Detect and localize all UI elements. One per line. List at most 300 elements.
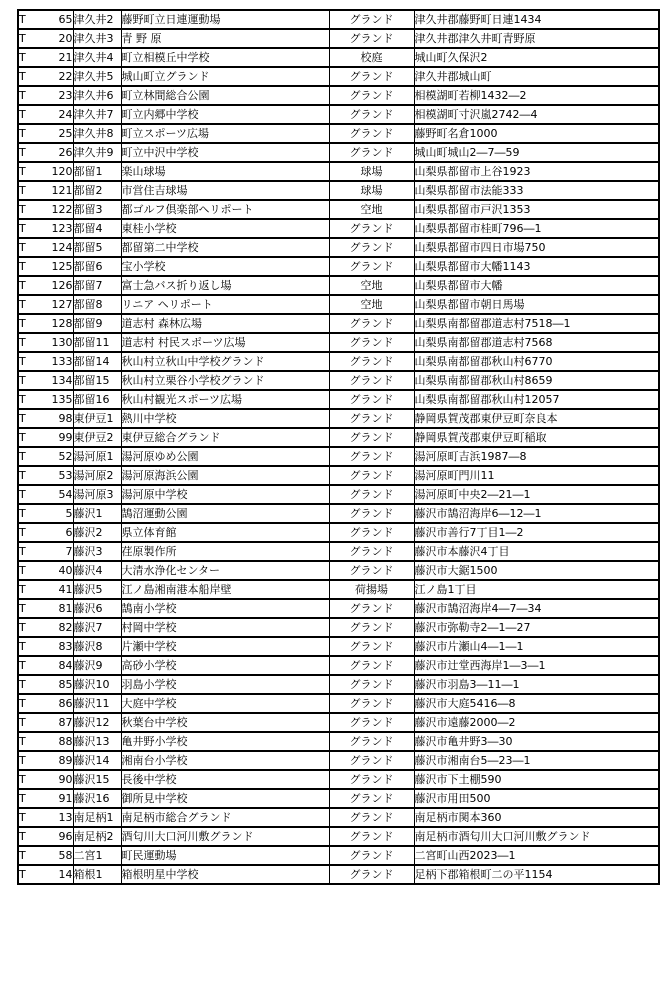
site-number: 86 [58,697,73,710]
cell-facility-name: 大庭中学校 [121,694,329,713]
cell-address: 山梨県都留市大幡 [414,276,659,295]
cell-type-code-and-number [18,352,73,371]
cell-type-code-and-number [18,67,73,86]
cell-area-code: 都留5 [73,238,121,257]
cell-address: 静岡県賀茂郡東伊豆町奈良本 [414,409,659,428]
cell-area-code: 都留11 [73,333,121,352]
cell-area-code: 津久井4 [73,48,121,67]
cell-address: 津久井郡城山町 [414,67,659,86]
cell-site-type: グランド [329,29,414,48]
cell-type-code-and-number [18,504,73,523]
type-code: T [19,735,26,748]
cell-facility-name: 湯河原ゆめ公園 [121,447,329,466]
cell-site-type: グランド [329,314,414,333]
cell-address: 南足柄市酒匂川大口河川敷グランド [414,827,659,846]
cell-address: 津久井郡津久井町青野原 [414,29,659,48]
cell-type-code-and-number [18,713,73,732]
cell-type-code-and-number [18,789,73,808]
cell-area-code: 二宮1 [73,846,121,865]
site-number: 82 [58,621,73,634]
type-code: T [19,260,26,273]
cell-site-type: グランド [329,124,414,143]
type-code: T [19,526,26,539]
table-row [18,409,659,428]
site-number: 23 [58,89,73,102]
cell-facility-name: 秋山村立栗谷小学校グランド [121,371,329,390]
cell-area-code: 津久井6 [73,86,121,105]
cell-address: 山梨県南都留郡秋山村6770 [414,352,659,371]
site-number: 81 [58,602,73,615]
cell-type-code-and-number [18,466,73,485]
site-number: 54 [58,488,73,501]
cell-facility-name: 大清水浄化センター [121,561,329,580]
cell-area-code: 藤沢9 [73,656,121,675]
table-row [18,542,659,561]
site-number: 25 [58,127,73,140]
cell-address: 山梨県都留市戸沢1353 [414,200,659,219]
type-code: T [19,621,26,634]
cell-facility-name: 都ゴルフ倶楽部ヘリポート [121,200,329,219]
table-row [18,181,659,200]
cell-area-code: 都留16 [73,390,121,409]
cell-type-code-and-number [18,865,73,884]
cell-site-type: グランド [329,694,414,713]
site-number: 124 [51,241,73,254]
cell-type-code-and-number [18,656,73,675]
type-code: T [19,317,26,330]
table-row [18,29,659,48]
cell-facility-name: 湯河原中学校 [121,485,329,504]
cell-area-code: 津久井8 [73,124,121,143]
cell-type-code-and-number [18,276,73,295]
cell-site-type: 球場 [329,162,414,181]
cell-area-code: 藤沢16 [73,789,121,808]
cell-type-code-and-number [18,808,73,827]
cell-facility-name: 東桂小学校 [121,219,329,238]
type-code: T [19,355,26,368]
site-number: 5 [65,507,73,520]
table-row [18,751,659,770]
cell-address: 藤沢市遠藤2000―2 [414,713,659,732]
type-code: T [19,830,26,843]
cell-type-code-and-number [18,200,73,219]
site-number: 14 [58,868,73,881]
site-number: 128 [51,317,73,330]
type-code: T [19,868,26,881]
cell-facility-name: 熱川中学校 [121,409,329,428]
cell-type-code-and-number [18,105,73,124]
site-number: 126 [51,279,73,292]
cell-facility-name: 町立中沢中学校 [121,143,329,162]
cell-site-type: 空地 [329,200,414,219]
table-row [18,732,659,751]
cell-address: 藤沢市大鋸1500 [414,561,659,580]
cell-area-code: 都留3 [73,200,121,219]
table-row [18,257,659,276]
type-code: T [19,811,26,824]
cell-address: 相模湖町若柳1432―2 [414,86,659,105]
cell-address: 山梨県南都留郡道志村7568 [414,333,659,352]
type-code: T [19,678,26,691]
cell-area-code: 藤沢15 [73,770,121,789]
site-number: 85 [58,678,73,691]
type-code: T [19,13,26,26]
cell-area-code: 藤沢1 [73,504,121,523]
cell-area-code: 都留4 [73,219,121,238]
cell-area-code: 湯河原3 [73,485,121,504]
type-code: T [19,51,26,64]
cell-address: 江ノ島1丁目 [414,580,659,599]
cell-area-code: 都留2 [73,181,121,200]
cell-area-code: 津久井9 [73,143,121,162]
cell-area-code: 藤沢5 [73,580,121,599]
table-row [18,314,659,333]
cell-facility-name: 片瀬中学校 [121,637,329,656]
type-code: T [19,488,26,501]
site-number: 26 [58,146,73,159]
cell-address: 湯河原町中央2―21―1 [414,485,659,504]
cell-site-type: グランド [329,428,414,447]
site-number: 89 [58,754,73,767]
cell-type-code-and-number [18,48,73,67]
cell-facility-name: 秋山村立秋山中学校グランド [121,352,329,371]
cell-facility-name: 東伊豆総合グランド [121,428,329,447]
table-row [18,295,659,314]
cell-type-code-and-number [18,333,73,352]
type-code: T [19,89,26,102]
cell-site-type: グランド [329,409,414,428]
cell-site-type: 空地 [329,295,414,314]
cell-facility-name: 町立相模丘中学校 [121,48,329,67]
cell-facility-name: 羽島小学校 [121,675,329,694]
site-number: 121 [51,184,73,197]
cell-site-type: グランド [329,599,414,618]
cell-site-type: グランド [329,618,414,637]
cell-type-code-and-number [18,314,73,333]
type-code: T [19,450,26,463]
table-row [18,390,659,409]
cell-facility-name: 町民運動場 [121,846,329,865]
cell-site-type: グランド [329,656,414,675]
cell-facility-name: 鵠沼運動公園 [121,504,329,523]
cell-area-code: 都留1 [73,162,121,181]
cell-address: 藤沢市鵠沼海岸6―12―1 [414,504,659,523]
cell-address: 藤野町名倉1000 [414,124,659,143]
site-number: 83 [58,640,73,653]
table-row [18,808,659,827]
site-number: 123 [51,222,73,235]
cell-type-code-and-number [18,447,73,466]
cell-facility-name: 県立体育館 [121,523,329,542]
cell-type-code-and-number [18,257,73,276]
type-code: T [19,697,26,710]
table-row [18,428,659,447]
cell-facility-name: 藤野町立日連運動場 [121,10,329,29]
site-number: 87 [58,716,73,729]
site-number: 7 [65,545,73,558]
cell-area-code: 東伊豆1 [73,409,121,428]
cell-site-type: グランド [329,257,414,276]
site-number: 52 [58,450,73,463]
cell-type-code-and-number [18,10,73,29]
site-number: 53 [58,469,73,482]
type-code: T [19,184,26,197]
cell-facility-name: 箱根明星中学校 [121,865,329,884]
cell-area-code: 藤沢2 [73,523,121,542]
site-number: 58 [58,849,73,862]
cell-area-code: 藤沢14 [73,751,121,770]
cell-area-code: 東伊豆2 [73,428,121,447]
cell-facility-name: 町立林間総合公園 [121,86,329,105]
site-number: 135 [51,393,73,406]
table-row [18,656,659,675]
table-row [18,618,659,637]
cell-facility-name: 御所見中学校 [121,789,329,808]
site-number: 41 [58,583,73,596]
cell-type-code-and-number [18,751,73,770]
cell-area-code: 津久井5 [73,67,121,86]
cell-area-code: 藤沢8 [73,637,121,656]
cell-type-code-and-number [18,561,73,580]
site-number: 91 [58,792,73,805]
type-code: T [19,222,26,235]
site-number: 122 [51,203,73,216]
cell-facility-name: 富士急バス折り返し場 [121,276,329,295]
type-code: T [19,70,26,83]
cell-facility-name: 城山町立グランド [121,67,329,86]
cell-type-code-and-number [18,618,73,637]
cell-site-type: グランド [329,10,414,29]
cell-site-type: グランド [329,865,414,884]
cell-area-code: 都留7 [73,276,121,295]
cell-address: 相模湖町寸沢嵐2742―4 [414,105,659,124]
cell-site-type: グランド [329,713,414,732]
cell-facility-name: 江ノ島湘南港本船岸壁 [121,580,329,599]
cell-facility-name: 都留第二中学校 [121,238,329,257]
cell-address: 山梨県南都留郡秋山村12057 [414,390,659,409]
cell-site-type: グランド [329,352,414,371]
cell-facility-name: 高砂小学校 [121,656,329,675]
site-number: 134 [51,374,73,387]
cell-address: 藤沢市下土棚590 [414,770,659,789]
cell-site-type: グランド [329,390,414,409]
cell-area-code: 都留8 [73,295,121,314]
cell-type-code-and-number [18,599,73,618]
type-code: T [19,754,26,767]
table-row [18,371,659,390]
cell-site-type: グランド [329,67,414,86]
cell-type-code-and-number [18,542,73,561]
cell-area-code: 津久井3 [73,29,121,48]
cell-site-type: 空地 [329,276,414,295]
cell-address: 山梨県都留市四日市場750 [414,238,659,257]
type-code: T [19,507,26,520]
site-number: 13 [58,811,73,824]
type-code: T [19,108,26,121]
table-row [18,713,659,732]
cell-site-type: グランド [329,143,414,162]
table-row [18,789,659,808]
table-row [18,523,659,542]
type-code: T [19,431,26,444]
cell-area-code: 藤沢12 [73,713,121,732]
cell-type-code-and-number [18,732,73,751]
cell-type-code-and-number [18,181,73,200]
cell-address: 藤沢市大庭5416―8 [414,694,659,713]
table-row [18,561,659,580]
site-number: 98 [58,412,73,425]
site-number: 21 [58,51,73,64]
cell-type-code-and-number [18,846,73,865]
type-code: T [19,374,26,387]
cell-site-type: グランド [329,485,414,504]
cell-address: 藤沢市善行7丁目1―2 [414,523,659,542]
cell-area-code: 湯河原2 [73,466,121,485]
site-number: 125 [51,260,73,273]
cell-facility-name: 秋山村観光スポーツ広場 [121,390,329,409]
type-code: T [19,241,26,254]
table-row [18,333,659,352]
cell-type-code-and-number [18,219,73,238]
cell-type-code-and-number [18,86,73,105]
cell-area-code: 箱根1 [73,865,121,884]
table-row [18,105,659,124]
cell-address: 藤沢市鵠沼海岸4―7―34 [414,599,659,618]
cell-site-type: グランド [329,751,414,770]
table-row [18,10,659,29]
cell-site-type: グランド [329,219,414,238]
cell-facility-name: 青 野 原 [121,29,329,48]
cell-address: 静岡県賀茂郡東伊豆町稲取 [414,428,659,447]
table-row [18,675,659,694]
cell-site-type: グランド [329,789,414,808]
cell-site-type: グランド [329,732,414,751]
cell-facility-name: 南足柄市総合グランド [121,808,329,827]
cell-site-type: グランド [329,542,414,561]
cell-site-type: 球場 [329,181,414,200]
cell-address: 津久井郡藤野町日連1434 [414,10,659,29]
type-code: T [19,32,26,45]
cell-facility-name: 市営住吉球場 [121,181,329,200]
cell-type-code-and-number [18,827,73,846]
site-number: 127 [51,298,73,311]
cell-facility-name: 秋葉台中学校 [121,713,329,732]
cell-facility-name: 道志村 村民スポーツ広場 [121,333,329,352]
cell-type-code-and-number [18,143,73,162]
cell-address: 二宮町山西2023―1 [414,846,659,865]
cell-facility-name: 鵠南小学校 [121,599,329,618]
type-code: T [19,849,26,862]
cell-area-code: 都留15 [73,371,121,390]
cell-facility-name: 酒匂川大口河川敷グランド [121,827,329,846]
type-code: T [19,298,26,311]
cell-site-type: グランド [329,238,414,257]
type-code: T [19,716,26,729]
table-row [18,599,659,618]
cell-address: 藤沢市片瀬山4―1―1 [414,637,659,656]
cell-area-code: 藤沢7 [73,618,121,637]
cell-address: 山梨県都留市法能333 [414,181,659,200]
table-row [18,124,659,143]
cell-site-type: 荷揚場 [329,580,414,599]
table-row [18,447,659,466]
cell-type-code-and-number [18,124,73,143]
cell-area-code: 湯河原1 [73,447,121,466]
table-row [18,580,659,599]
cell-site-type: グランド [329,770,414,789]
table-row [18,865,659,884]
table-row [18,238,659,257]
type-code: T [19,773,26,786]
cell-area-code: 藤沢13 [73,732,121,751]
cell-facility-name: 湯河原海浜公園 [121,466,329,485]
site-number: 65 [58,13,73,26]
site-number: 130 [51,336,73,349]
cell-address: 山梨県南都留郡秋山村8659 [414,371,659,390]
site-number: 40 [58,564,73,577]
cell-site-type: 校庭 [329,48,414,67]
cell-type-code-and-number [18,29,73,48]
cell-address: 藤沢市本藤沢4丁目 [414,542,659,561]
cell-facility-name: 道志村 森林広場 [121,314,329,333]
table-row [18,143,659,162]
cell-type-code-and-number [18,371,73,390]
table-row [18,770,659,789]
heliport-site-table [17,9,660,885]
cell-facility-name: 湘南台小学校 [121,751,329,770]
table-row [18,86,659,105]
cell-address: 湯河原町門川11 [414,466,659,485]
cell-address: 藤沢市弥勒寺2―1―27 [414,618,659,637]
cell-type-code-and-number [18,390,73,409]
table-row [18,352,659,371]
table-row [18,637,659,656]
table-row [18,846,659,865]
cell-type-code-and-number [18,162,73,181]
type-code: T [19,792,26,805]
cell-address: 城山町城山2―7―59 [414,143,659,162]
type-code: T [19,127,26,140]
cell-type-code-and-number [18,295,73,314]
cell-area-code: 藤沢4 [73,561,121,580]
cell-area-code: 藤沢6 [73,599,121,618]
table-row [18,219,659,238]
cell-site-type: グランド [329,86,414,105]
cell-type-code-and-number [18,675,73,694]
cell-site-type: グランド [329,466,414,485]
cell-facility-name: 長後中学校 [121,770,329,789]
table-row [18,466,659,485]
cell-type-code-and-number [18,523,73,542]
table-row [18,694,659,713]
cell-type-code-and-number [18,580,73,599]
site-number: 20 [58,32,73,45]
table-row [18,48,659,67]
cell-address: 藤沢市用田500 [414,789,659,808]
site-number: 96 [58,830,73,843]
type-code: T [19,412,26,425]
cell-site-type: グランド [329,523,414,542]
cell-type-code-and-number [18,238,73,257]
type-code: T [19,165,26,178]
cell-facility-name: 亀井野小学校 [121,732,329,751]
cell-area-code: 津久井2 [73,10,121,29]
type-code: T [19,393,26,406]
type-code: T [19,640,26,653]
cell-site-type: グランド [329,105,414,124]
type-code: T [19,146,26,159]
cell-address: 山梨県都留市桂町796―1 [414,219,659,238]
